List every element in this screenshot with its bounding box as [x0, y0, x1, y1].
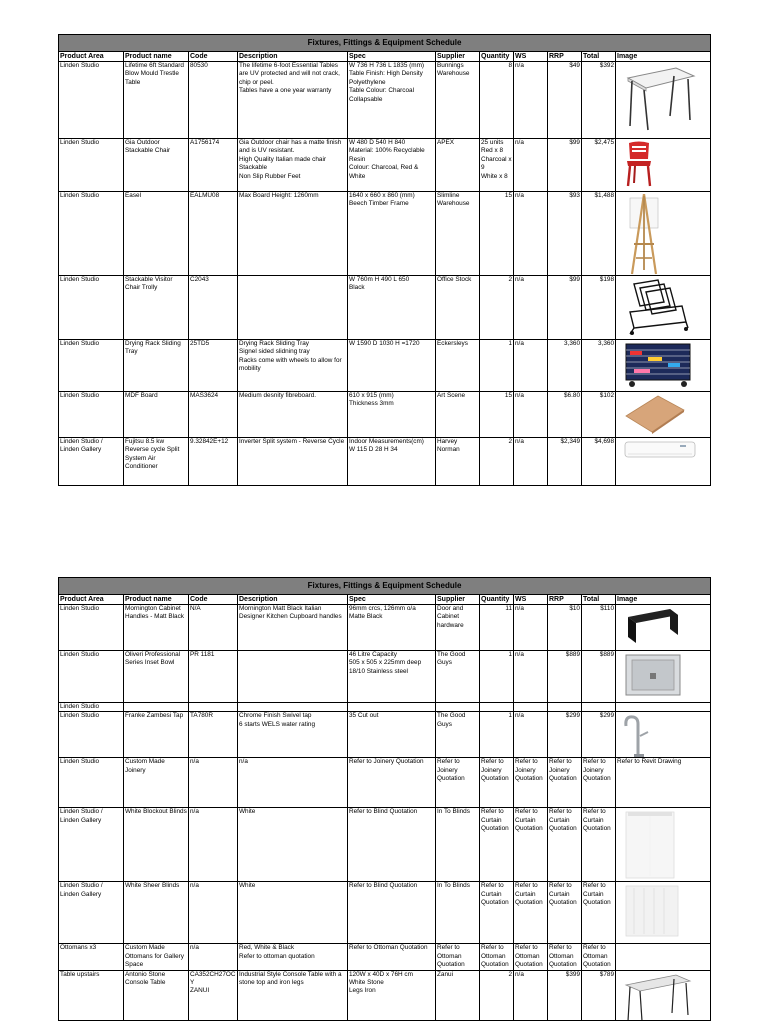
supplier-cell: Art Scene: [436, 392, 480, 438]
header-cell: Supplier: [436, 52, 480, 62]
image-cell: [616, 340, 711, 392]
product-area-cell: Linden Studio: [59, 276, 124, 340]
spec-cell: 120W x 40D x 76H cm White Stone Legs Iron: [348, 970, 436, 1020]
spec-cell: Refer to Blind Quotation: [348, 882, 436, 944]
air-conditioner-image: [624, 440, 696, 463]
sink-bowl-image: [624, 653, 682, 700]
supplier-cell: Eckersleys: [436, 340, 480, 392]
spec-cell: W 1590 D 1030 H =1720: [348, 340, 436, 392]
supplier-cell: Zanui: [436, 970, 480, 1020]
code-cell: 80530: [189, 62, 238, 139]
description-cell: Max Board Height: 1260mm: [238, 192, 348, 276]
image-cell: [616, 651, 711, 703]
sheer-blind-image: [624, 884, 680, 941]
image-cell: [616, 139, 711, 192]
supplier-cell: The Good Guys: [436, 651, 480, 703]
header-cell: Spec: [348, 52, 436, 62]
code-cell: MAS3624: [189, 392, 238, 438]
code-cell: n/a: [189, 758, 238, 808]
product-area-cell: Linden Studio / Linden Gallery: [59, 882, 124, 944]
spec-cell: 96mm crcs, 126mm o/a Matte Black: [348, 605, 436, 651]
spec-cell: [348, 703, 436, 712]
header-cell: Total: [582, 52, 616, 62]
product-name-cell: Drying Rack Sliding Tray: [124, 340, 189, 392]
code-cell: EALMU08: [189, 192, 238, 276]
schedule-table-1: [58, 34, 710, 486]
ws-cell: n/a: [514, 276, 548, 340]
code-cell: CA352CH27OCY ZANUI: [189, 970, 238, 1020]
header-cell: Code: [189, 595, 238, 605]
image-cell: [616, 276, 711, 340]
product-name-cell: Easel: [124, 192, 189, 276]
product-name-cell: MDF Board: [124, 392, 189, 438]
blockout-blind-image: [624, 810, 676, 882]
spec-cell: 610 x 915 (mm) Thickness 3mm: [348, 392, 436, 438]
image-cell: [616, 392, 711, 438]
supplier-cell: Bunnings Warehouse: [436, 62, 480, 139]
rrp-cell: [548, 703, 582, 712]
ws-cell: n/a: [514, 970, 548, 1020]
description-cell: n/a: [238, 758, 348, 808]
description-cell: Mornington Matt Black Italian Designer Kitchen Cupboard handles: [238, 605, 348, 651]
rrp-cell: $6.80: [548, 392, 582, 438]
table-row: [59, 944, 711, 970]
tap-image: [624, 714, 650, 758]
description-cell: Inverter Split system - Reverse Cycle: [238, 438, 348, 486]
product-name-cell: Custom Made Ottomans for Gallery Space: [124, 944, 189, 970]
ws-cell: n/a: [514, 62, 548, 139]
total-cell: $4,698: [582, 438, 616, 486]
easel-image: [624, 194, 664, 276]
rrp-cell: $99: [548, 139, 582, 192]
header-cell: Quantity: [480, 52, 514, 62]
spec-cell: Refer to Ottoman Quotation: [348, 944, 436, 970]
quantity-cell: 2: [480, 276, 514, 340]
header-cell: Product name: [124, 595, 189, 605]
code-cell: n/a: [189, 944, 238, 970]
ws-cell: [514, 703, 548, 712]
product-name-cell: Stackable Visitor Chair Trolly: [124, 276, 189, 340]
rrp-cell: $889: [548, 651, 582, 703]
spec-cell: Refer to Joinery Quotation: [348, 758, 436, 808]
quantity-cell: 11: [480, 605, 514, 651]
header-cell: WS: [514, 595, 548, 605]
schedule-title: Fixtures, Fittings & Equipment Schedule: [59, 578, 711, 595]
rrp-cell: $99: [548, 276, 582, 340]
rrp-cell: $2,349: [548, 438, 582, 486]
image-cell: [616, 712, 711, 758]
rrp-cell: Refer to Curtain Quotation: [548, 808, 582, 882]
quantity-cell: 2: [480, 438, 514, 486]
ws-cell: n/a: [514, 392, 548, 438]
rrp-cell: $299: [548, 712, 582, 758]
quantity-cell: 2: [480, 970, 514, 1020]
product-area-cell: Linden Studio: [59, 340, 124, 392]
quantity-cell: 1: [480, 712, 514, 758]
table-row: [59, 970, 711, 1020]
quantity-cell: Refer to Curtain Quotation: [480, 808, 514, 882]
product-name-cell: Franke Zambesi Tap: [124, 712, 189, 758]
product-area-cell: Linden Studio: [59, 712, 124, 758]
code-cell: N/A: [189, 605, 238, 651]
description-cell: [238, 651, 348, 703]
header-cell: Spec: [348, 595, 436, 605]
schedule-table-2: [58, 577, 710, 1021]
total-cell: $110: [582, 605, 616, 651]
supplier-cell: In To Blinds: [436, 808, 480, 882]
quantity-cell: 1: [480, 651, 514, 703]
image-cell: [616, 808, 711, 882]
total-cell: [582, 703, 616, 712]
code-cell: 25TD5: [189, 340, 238, 392]
product-area-cell: Linden Studio: [59, 392, 124, 438]
supplier-cell: Harvey Norman: [436, 438, 480, 486]
rrp-cell: $49: [548, 62, 582, 139]
product-name-cell: Fujitsu 8.5 kw Reverse cycle Split System Air Conditioner: [124, 438, 189, 486]
description-cell: The lifetime 6-foot Essential Tables are UV protected and will not crack, chip or peel. Tables have a one year warranty: [238, 62, 348, 139]
product-area-cell: Linden Studio / Linden Gallery: [59, 438, 124, 486]
table-row: [59, 62, 711, 139]
total-cell: Refer to Ottoman Quotation: [582, 944, 616, 970]
header-cell: Product Area: [59, 52, 124, 62]
product-area-cell: Table upstairs: [59, 970, 124, 1020]
product-name-cell: Custom Made Joinery: [124, 758, 189, 808]
image-cell: [616, 605, 711, 651]
header-cell: Image: [616, 52, 711, 62]
image-cell: [616, 703, 711, 712]
product-name-cell: Mornington Cabinet Handles - Matt Black: [124, 605, 189, 651]
product-area-cell: Linden Studio: [59, 758, 124, 808]
spec-cell: 1640 x 660 x 860 (mm) Beech Timber Frame: [348, 192, 436, 276]
table-row: [59, 712, 711, 758]
schedule-title: Fixtures, Fittings & Equipment Schedule: [59, 35, 711, 52]
product-area-cell: Linden Studio: [59, 651, 124, 703]
mdf-board-image: [624, 394, 686, 437]
code-cell: A1756174: [189, 139, 238, 192]
rrp-cell: Refer to Curtain Quotation: [548, 882, 582, 944]
total-cell: $889: [582, 651, 616, 703]
supplier-cell: In To Blinds: [436, 882, 480, 944]
description-cell: White: [238, 882, 348, 944]
quantity-cell: 15: [480, 192, 514, 276]
description-cell: Medium desnity fibreboard.: [238, 392, 348, 438]
code-cell: n/a: [189, 882, 238, 944]
spec-cell: 35 Cut out: [348, 712, 436, 758]
quantity-cell: Refer to Curtain Quotation: [480, 882, 514, 944]
table-row: [59, 139, 711, 192]
quantity-cell: 25 units Red x 8 Charcoal x 9 White x 8: [480, 139, 514, 192]
supplier-cell: Office Stock: [436, 276, 480, 340]
ws-cell: n/a: [514, 605, 548, 651]
product-name-cell: Gia Outdoor Stackable Chair: [124, 139, 189, 192]
table-row: [59, 651, 711, 703]
total-cell: $102: [582, 392, 616, 438]
description-cell: White: [238, 808, 348, 882]
table-row: [59, 808, 711, 882]
product-area-cell: Linden Studio: [59, 703, 124, 712]
total-cell: $2,475: [582, 139, 616, 192]
total-cell: $299: [582, 712, 616, 758]
product-name-cell: White Blockout Blinds: [124, 808, 189, 882]
header-cell: Product name: [124, 52, 189, 62]
spec-cell: W 760m H 490 L 650 Black: [348, 276, 436, 340]
header-cell: Description: [238, 595, 348, 605]
table-row: [59, 340, 711, 392]
header-cell: Code: [189, 52, 238, 62]
quantity-cell: 8: [480, 62, 514, 139]
table-row: [59, 703, 711, 712]
ws-cell: Refer to Ottoman Quotation: [514, 944, 548, 970]
description-cell: Gia Outdoor chair has a matte finish and is UV resistant. High Quality Italian made chair Stackable Non Slip Rubber Feet: [238, 139, 348, 192]
spec-cell: W 480 D 540 H 840 Material: 100% Recyclable Resin Colour: Charcoal, Red & White: [348, 139, 436, 192]
ws-cell: n/a: [514, 438, 548, 486]
total-cell: Refer to Curtain Quotation: [582, 882, 616, 944]
product-name-cell: [124, 703, 189, 712]
description-cell: Drying Rack Sliding Tray Signel sided slidning tray Racks come with wheels to allow for mobility: [238, 340, 348, 392]
header-cell: Total: [582, 595, 616, 605]
table-row: [59, 276, 711, 340]
chair-trolley-image: [624, 278, 690, 339]
product-area-cell: Linden Studio: [59, 192, 124, 276]
image-cell: [616, 62, 711, 139]
header-cell: Supplier: [436, 595, 480, 605]
table-row: [59, 438, 711, 486]
product-area-cell: Linden Studio / Linden Gallery: [59, 808, 124, 882]
trestle-table-image: [624, 64, 696, 135]
spec-cell: W 736 H 736 L 1835 (mm) Table Finish: High Density Polyethylene Table Colour: Charcoal Collapsable: [348, 62, 436, 139]
ws-cell: Refer to Curtain Quotation: [514, 882, 548, 944]
product-area-cell: Linden Studio: [59, 605, 124, 651]
total-cell: Refer to Curtain Quotation: [582, 808, 616, 882]
code-cell: PR 1181: [189, 651, 238, 703]
supplier-cell: [436, 703, 480, 712]
rrp-cell: Refer to Joinery Quotation: [548, 758, 582, 808]
image-cell: [616, 882, 711, 944]
ws-cell: n/a: [514, 340, 548, 392]
table-row: [59, 605, 711, 651]
header-cell: Quantity: [480, 595, 514, 605]
supplier-cell: Refer to Joinery Quotation: [436, 758, 480, 808]
description-cell: Red, White & Black Refer to ottoman quotation: [238, 944, 348, 970]
total-cell: $198: [582, 276, 616, 340]
total-cell: $789: [582, 970, 616, 1020]
drying-rack-image: [624, 342, 692, 391]
ws-cell: n/a: [514, 139, 548, 192]
ws-cell: Refer to Curtain Quotation: [514, 808, 548, 882]
header-cell: WS: [514, 52, 548, 62]
quantity-cell: Refer to Ottoman Quotation: [480, 944, 514, 970]
spec-cell: Refer to Blind Quotation: [348, 808, 436, 882]
total-cell: $1,488: [582, 192, 616, 276]
description-cell: Chrome Finish Swivel tap 6 starts WELS water rating: [238, 712, 348, 758]
code-cell: C2043: [189, 276, 238, 340]
rrp-cell: Refer to Ottoman Quotation: [548, 944, 582, 970]
total-cell: $392: [582, 62, 616, 139]
product-name-cell: Lifetime 6ft Standard Blow Mould Trestle Table: [124, 62, 189, 139]
image-cell: [616, 438, 711, 486]
header-cell: Product Area: [59, 595, 124, 605]
product-name-cell: Antonio Stone Console Table: [124, 970, 189, 1020]
rrp-cell: $399: [548, 970, 582, 1020]
cabinet-handle-image: [624, 607, 682, 651]
ws-cell: n/a: [514, 712, 548, 758]
console-table-image: [624, 973, 692, 1021]
quantity-cell: 15: [480, 392, 514, 438]
supplier-cell: The Good Guys: [436, 712, 480, 758]
total-cell: Refer to Joinery Quotation: [582, 758, 616, 808]
supplier-cell: Door and Cabinet hardware: [436, 605, 480, 651]
red-chair-image: [624, 141, 654, 190]
table-row: [59, 392, 711, 438]
image-cell: Refer to Revit Drawing: [616, 758, 711, 808]
image-cell: [616, 944, 711, 970]
header-cell: Description: [238, 52, 348, 62]
header-row: [59, 595, 711, 605]
ws-cell: n/a: [514, 192, 548, 276]
supplier-cell: Refer to Ottoman Quotation: [436, 944, 480, 970]
code-cell: n/a: [189, 808, 238, 882]
code-cell: TA780R: [189, 712, 238, 758]
rrp-cell: $93: [548, 192, 582, 276]
description-cell: Industrial Style Console Table with a stone top and iron legs: [238, 970, 348, 1020]
quantity-cell: [480, 703, 514, 712]
product-name-cell: White Sheer Blinds: [124, 882, 189, 944]
quantity-cell: 1: [480, 340, 514, 392]
code-cell: [189, 703, 238, 712]
header-cell: RRP: [548, 595, 582, 605]
quantity-cell: Refer to Joinery Quotation: [480, 758, 514, 808]
rrp-cell: 3,360: [548, 340, 582, 392]
ws-cell: Refer to Joinery Quotation: [514, 758, 548, 808]
ws-cell: n/a: [514, 651, 548, 703]
header-row: [59, 52, 711, 62]
rrp-cell: $10: [548, 605, 582, 651]
product-area-cell: Linden Studio: [59, 139, 124, 192]
image-cell: [616, 970, 711, 1020]
total-cell: 3,360: [582, 340, 616, 392]
spec-cell: Indoor Measurements(cm) W 115 D 28 H 34: [348, 438, 436, 486]
supplier-cell: APEX: [436, 139, 480, 192]
header-cell: Image: [616, 595, 711, 605]
product-area-cell: Linden Studio: [59, 62, 124, 139]
description-cell: [238, 276, 348, 340]
supplier-cell: Slimline Warehouse: [436, 192, 480, 276]
code-cell: 9.32842E+12: [189, 438, 238, 486]
header-cell: RRP: [548, 52, 582, 62]
table-row: [59, 882, 711, 944]
description-cell: [238, 703, 348, 712]
product-area-cell: Ottomans x3: [59, 944, 124, 970]
image-cell: [616, 192, 711, 276]
table-row: [59, 192, 711, 276]
product-name-cell: Oliveri Professional Series Inset Bowl: [124, 651, 189, 703]
spec-cell: 46 Litre Capacity 505 x 505 x 225mm deep 18/10 Stainless steel: [348, 651, 436, 703]
table-row: [59, 758, 711, 808]
